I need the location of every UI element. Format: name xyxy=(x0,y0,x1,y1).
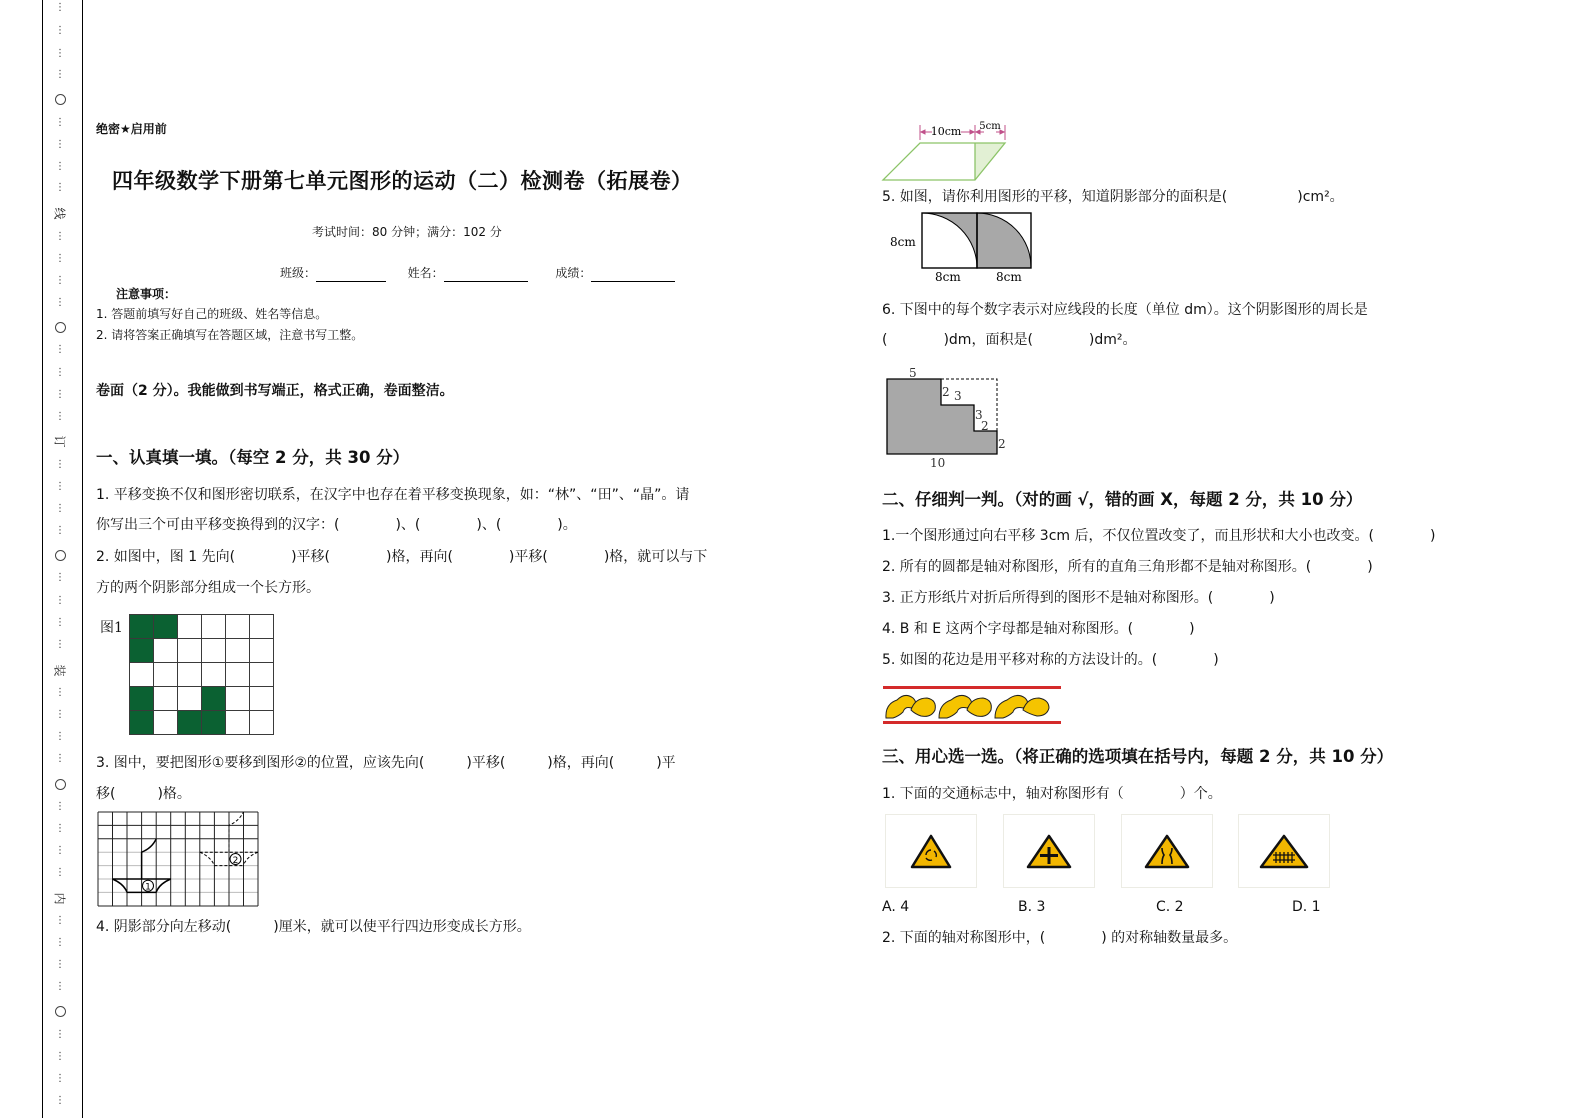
grid-cell xyxy=(225,710,250,735)
dot-mark: ⋮ xyxy=(55,231,65,242)
len-label: 10 xyxy=(930,456,946,470)
sign-option-c xyxy=(1121,814,1213,888)
q1-line1: 1. 平移变换不仅和图形密切联系，在汉字中也存在着平移变换现象，如：“林”、“田”、“晶”。请 xyxy=(96,487,690,503)
dot-mark: ⋮ xyxy=(55,297,65,308)
dot-mark: ⋮ xyxy=(55,1073,65,1084)
grid-cell xyxy=(201,614,226,639)
judge-item: 4. B 和 E 这两个字母都是轴对称图形。( ) xyxy=(882,621,1195,637)
option-b: B. 3 xyxy=(1018,899,1046,915)
dot-mark: ⋮ xyxy=(55,367,65,378)
q4-text: 4. 阴影部分向左移动( )厘米，就可以使平行四边形变成长方形。 xyxy=(96,919,531,935)
name-field[interactable] xyxy=(444,267,528,282)
grid-cell xyxy=(225,614,250,639)
neatness-note: 卷面（2 分）。我能做到书写端正，格式正确，卷面整洁。 xyxy=(96,383,454,399)
grid-cell xyxy=(153,614,178,639)
dot-mark: ⋮ xyxy=(55,1029,65,1040)
grid-cell xyxy=(201,710,226,735)
grid-cell xyxy=(249,662,274,687)
dim-10cm: 10cm xyxy=(930,125,962,138)
shape1-label: 1 xyxy=(145,882,151,893)
dot-mark: ⋮ xyxy=(55,525,65,536)
grid-cell xyxy=(201,638,226,663)
dot-mark: ⋮ xyxy=(55,275,65,286)
page-title: 四年级数学下册第七单元图形的运动（二）检测卷（拓展卷） xyxy=(112,169,693,193)
grid-cell xyxy=(225,686,250,711)
dot-mark: ⋮ xyxy=(55,845,65,856)
dot-mark: ⋮ xyxy=(55,801,65,812)
dot-mark: ⋮ xyxy=(55,503,65,514)
railway-crossing-sign-icon xyxy=(1259,834,1309,870)
dot-mark: ⋮ xyxy=(55,25,65,36)
option-d: D. 1 xyxy=(1292,899,1321,915)
option-c: C. 2 xyxy=(1156,899,1184,915)
section2-heading: 二、仔细判一判。（对的画 √，错的画 X，每题 2 分，共 10 分） xyxy=(882,490,1363,509)
binding-char-ding: 订 xyxy=(52,435,67,448)
dot-mark: ⋮ xyxy=(55,411,65,422)
dot-mark: ⋮ xyxy=(55,1051,65,1062)
dot-mark: ⋮ xyxy=(55,572,65,583)
shape2-label: 2 xyxy=(232,855,239,866)
dot-mark: ⋮ xyxy=(55,69,65,80)
judge-item: 1.一个图形通过向右平移 3cm 后，不仅位置改变了，而且形状和大小也改变。( ) xyxy=(882,528,1436,544)
q2-line2: 方的两个阴影部分组成一个长方形。 xyxy=(96,580,320,596)
grid-cell xyxy=(129,686,154,711)
sign-option-b xyxy=(1003,814,1095,888)
fig1-grid xyxy=(129,614,273,734)
dot-mark: ⋮ xyxy=(55,344,65,355)
grid-cell xyxy=(177,614,202,639)
section3-heading: 三、用心选一选。（将正确的选项填在括号内，每题 2 分，共 10 分） xyxy=(882,747,1394,766)
circle-mark-icon xyxy=(55,779,66,790)
len-label: 5 xyxy=(909,366,917,380)
judge-item: 3. 正方形纸片对折后所得到的图形不是轴对称图形。( ) xyxy=(882,590,1275,606)
grid-cell xyxy=(153,662,178,687)
narrow-road-sign-icon xyxy=(1144,834,1190,870)
binding-char-xian: 线 xyxy=(52,207,67,220)
dot-mark: ⋮ xyxy=(55,867,65,878)
dim-5cm: 5cm xyxy=(979,121,1001,132)
grid-cell xyxy=(177,662,202,687)
crossroad-sign-icon xyxy=(1026,834,1072,870)
roundabout-sign-icon xyxy=(910,834,952,870)
grid-cell xyxy=(249,686,274,711)
choice-q2-text: 2. 下面的轴对称图形中，( ) 的对称轴数量最多。 xyxy=(882,930,1238,946)
dot-mark: ⋮ xyxy=(55,48,65,59)
note-item: 1. 答题前填写好自己的班级、姓名等信息。 xyxy=(96,307,328,321)
parallelogram-figure xyxy=(880,118,1012,184)
dot-mark: ⋮ xyxy=(55,687,65,698)
dim-8cm-left-width: 8cm xyxy=(935,270,961,284)
grid-cell xyxy=(177,638,202,663)
grid-cell xyxy=(153,686,178,711)
len-label: 2 xyxy=(998,437,1006,451)
len-label: 3 xyxy=(954,389,962,403)
dot-mark: ⋮ xyxy=(55,595,65,606)
grid-cell xyxy=(225,638,250,663)
grid-cell xyxy=(225,662,250,687)
dot-mark: ⋮ xyxy=(55,389,65,400)
q5-text: 5. 如图，请你利用图形的平移，知道阴影部分的面积是( )cm²。 xyxy=(882,189,1344,205)
dot-mark: ⋮ xyxy=(55,481,65,492)
option-a: A. 4 xyxy=(882,899,910,915)
dot-mark: ⋮ xyxy=(55,823,65,834)
fig1-label: 图1 xyxy=(100,620,123,636)
grid-cell xyxy=(249,710,274,735)
dot-mark: ⋮ xyxy=(55,639,65,650)
dot-mark: ⋮ xyxy=(55,915,65,926)
dot-mark: ⋮ xyxy=(55,161,65,172)
circle-mark-icon xyxy=(55,94,66,105)
circle-mark-icon xyxy=(55,322,66,333)
dot-mark: ⋮ xyxy=(55,753,65,764)
q3-line2: 移( )格。 xyxy=(96,786,191,802)
dot-mark: ⋮ xyxy=(55,459,65,470)
grid-cell xyxy=(177,710,202,735)
judge-item: 2. 所有的圆都是轴对称图形，所有的直角三角形都不是轴对称图形。( ) xyxy=(882,559,1373,575)
dot-mark: ⋮ xyxy=(55,981,65,992)
dot-mark: ⋮ xyxy=(55,117,65,128)
grid-cell xyxy=(129,710,154,735)
student-info-row xyxy=(280,264,675,282)
q6-line1: 6. 下图中的每个数字表示对应线段的长度（单位 dm）。这个阴影图形的周长是 xyxy=(882,302,1368,318)
exam-info: 考试时间：80 分钟；满分：102 分 xyxy=(312,225,502,239)
lace-border-figure xyxy=(881,684,1063,728)
binding-line-left xyxy=(42,0,43,1118)
dot-mark: ⋮ xyxy=(55,709,65,720)
grid-cell xyxy=(129,614,154,639)
choice-q1-text: 1. 下面的交通标志中，轴对称图形有（ ）个。 xyxy=(882,786,1222,802)
binding-char-zhuang: 装 xyxy=(52,664,67,677)
q3-line1: 3. 图中，要把图形①要移到图形②的位置，应该先向( )平移( )格，再向( )平 xyxy=(96,755,676,771)
dot-mark: ⋮ xyxy=(55,139,65,150)
circle-mark-icon xyxy=(55,1006,66,1017)
grid-cell xyxy=(249,614,274,639)
dot-mark: ⋮ xyxy=(55,182,65,193)
q6-line2: ( )dm，面积是( )dm²。 xyxy=(882,332,1137,348)
class-field[interactable] xyxy=(316,267,386,282)
dot-mark: ⋮ xyxy=(55,731,65,742)
dot-mark: ⋮ xyxy=(55,617,65,628)
dim-8cm-right-width: 8cm xyxy=(996,270,1022,284)
dot-mark: ⋮ xyxy=(55,1095,65,1106)
circle-mark-icon xyxy=(55,550,66,561)
score-label: 成绩： xyxy=(555,266,592,280)
q1-line2: 你写出三个可由平移变换得到的汉字：( )、( )、( )。 xyxy=(96,517,577,533)
sign-option-d xyxy=(1238,814,1330,888)
grid-cell xyxy=(201,662,226,687)
grid-cell xyxy=(153,710,178,735)
grid-cell xyxy=(249,638,274,663)
fig3-grid-diagram xyxy=(98,812,260,908)
score-field[interactable] xyxy=(591,267,675,282)
binding-line-right xyxy=(82,0,83,1118)
secret-label: 绝密★启用前 xyxy=(96,122,167,136)
grid-cell xyxy=(177,686,202,711)
dot-mark: ⋮ xyxy=(55,959,65,970)
notes-heading: 注意事项： xyxy=(116,287,177,301)
q2-line1: 2. 如图中，图 1 先向( )平移( )格，再向( )平移( )格，就可以与下 xyxy=(96,549,708,565)
class-label: 班级： xyxy=(280,266,317,280)
grid-cell xyxy=(153,638,178,663)
binding-char-nei: 内 xyxy=(52,892,67,905)
grid-cell xyxy=(129,662,154,687)
len-label: 2 xyxy=(942,385,950,399)
judge-item: 5. 如图的花边是用平移对称的方法设计的。( ) xyxy=(882,652,1219,668)
grid-cell xyxy=(201,686,226,711)
quarter-circle-figure xyxy=(886,212,1036,286)
note-item: 2. 请将答案正确填写在答题区域，注意书写工整。 xyxy=(96,328,364,342)
dot-mark: ⋮ xyxy=(55,937,65,948)
dim-8cm-height: 8cm xyxy=(890,235,916,249)
grid-cell xyxy=(129,638,154,663)
sign-option-a xyxy=(885,814,977,888)
len-label: 2 xyxy=(981,419,989,433)
name-label: 姓名： xyxy=(407,266,444,280)
dot-mark: ⋮ xyxy=(55,253,65,264)
dot-mark: ⋮ xyxy=(55,2,65,13)
section1-heading: 一、认真填一填。（每空 2 分，共 30 分） xyxy=(96,448,410,467)
len-label: 3 xyxy=(975,408,983,422)
staircase-figure xyxy=(884,364,1006,472)
